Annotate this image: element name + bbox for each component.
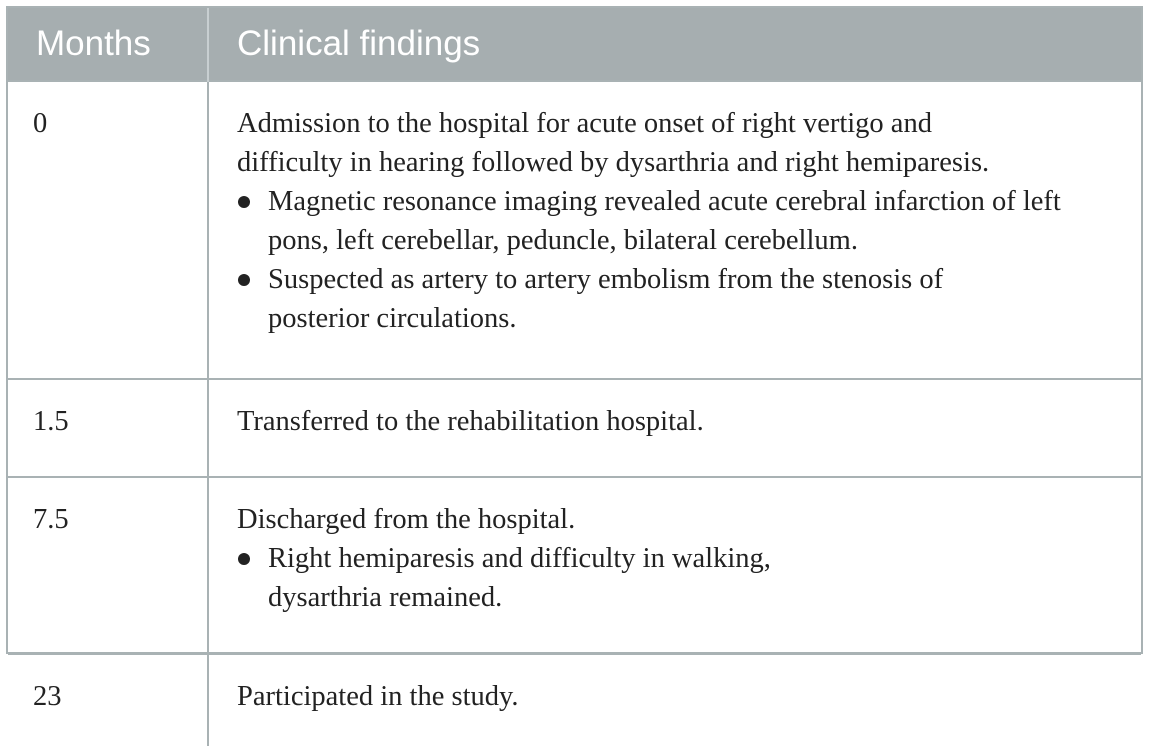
- finding-text: Discharged from the hospital.: [237, 504, 576, 535]
- findings-cell: [208, 477, 1141, 654]
- bullet-icon: [238, 274, 250, 286]
- table-row: [8, 654, 1141, 746]
- bullet-text: Right hemiparesis and difficulty in walking, dysarthria remained.: [268, 543, 771, 613]
- table: [8, 8, 1141, 746]
- table-header: [8, 8, 1141, 81]
- finding-bullet-list: [237, 182, 1079, 338]
- table-row: [8, 379, 1141, 477]
- header-months: Months: [8, 8, 208, 81]
- month-cell: 1.5: [8, 379, 208, 477]
- bullet-text: Suspected as artery to artery embolism from the stenosis of posterior circulations.: [268, 264, 944, 334]
- findings-cell: [208, 81, 1141, 379]
- month-cell: 23: [8, 654, 208, 746]
- month-cell: 0: [8, 81, 208, 379]
- table-row: [8, 477, 1141, 654]
- table-body: [8, 81, 1141, 746]
- header-clinical-findings: Clinical findings: [208, 8, 1141, 81]
- findings-cell: [208, 654, 1141, 746]
- bullet-icon: [238, 553, 250, 565]
- header-row: [8, 8, 1141, 81]
- finding-text: Participated in the study.: [237, 681, 519, 712]
- finding-bullet-list: [237, 539, 1079, 617]
- findings-cell: [208, 379, 1141, 477]
- finding-text: Admission to the hospital for acute onset of right vertigo and: [237, 108, 932, 139]
- finding-text: difficulty in hearing followed by dysarthria and right hemiparesis.: [237, 147, 990, 178]
- finding-bullet: [237, 539, 1079, 617]
- bullet-icon: [238, 196, 250, 208]
- table-row: [8, 81, 1141, 379]
- month-cell: 7.5: [8, 477, 208, 654]
- finding-bullet: [237, 182, 1079, 260]
- finding-text: Transferred to the rehabilitation hospital.: [237, 406, 704, 437]
- bullet-text: Magnetic resonance imaging revealed acute cerebral infarction of left pons, left cerebellar, peduncle, bilateral cerebellum.: [268, 186, 1061, 256]
- finding-bullet: [237, 260, 1079, 338]
- clinical-timeline-table: [6, 6, 1143, 712]
